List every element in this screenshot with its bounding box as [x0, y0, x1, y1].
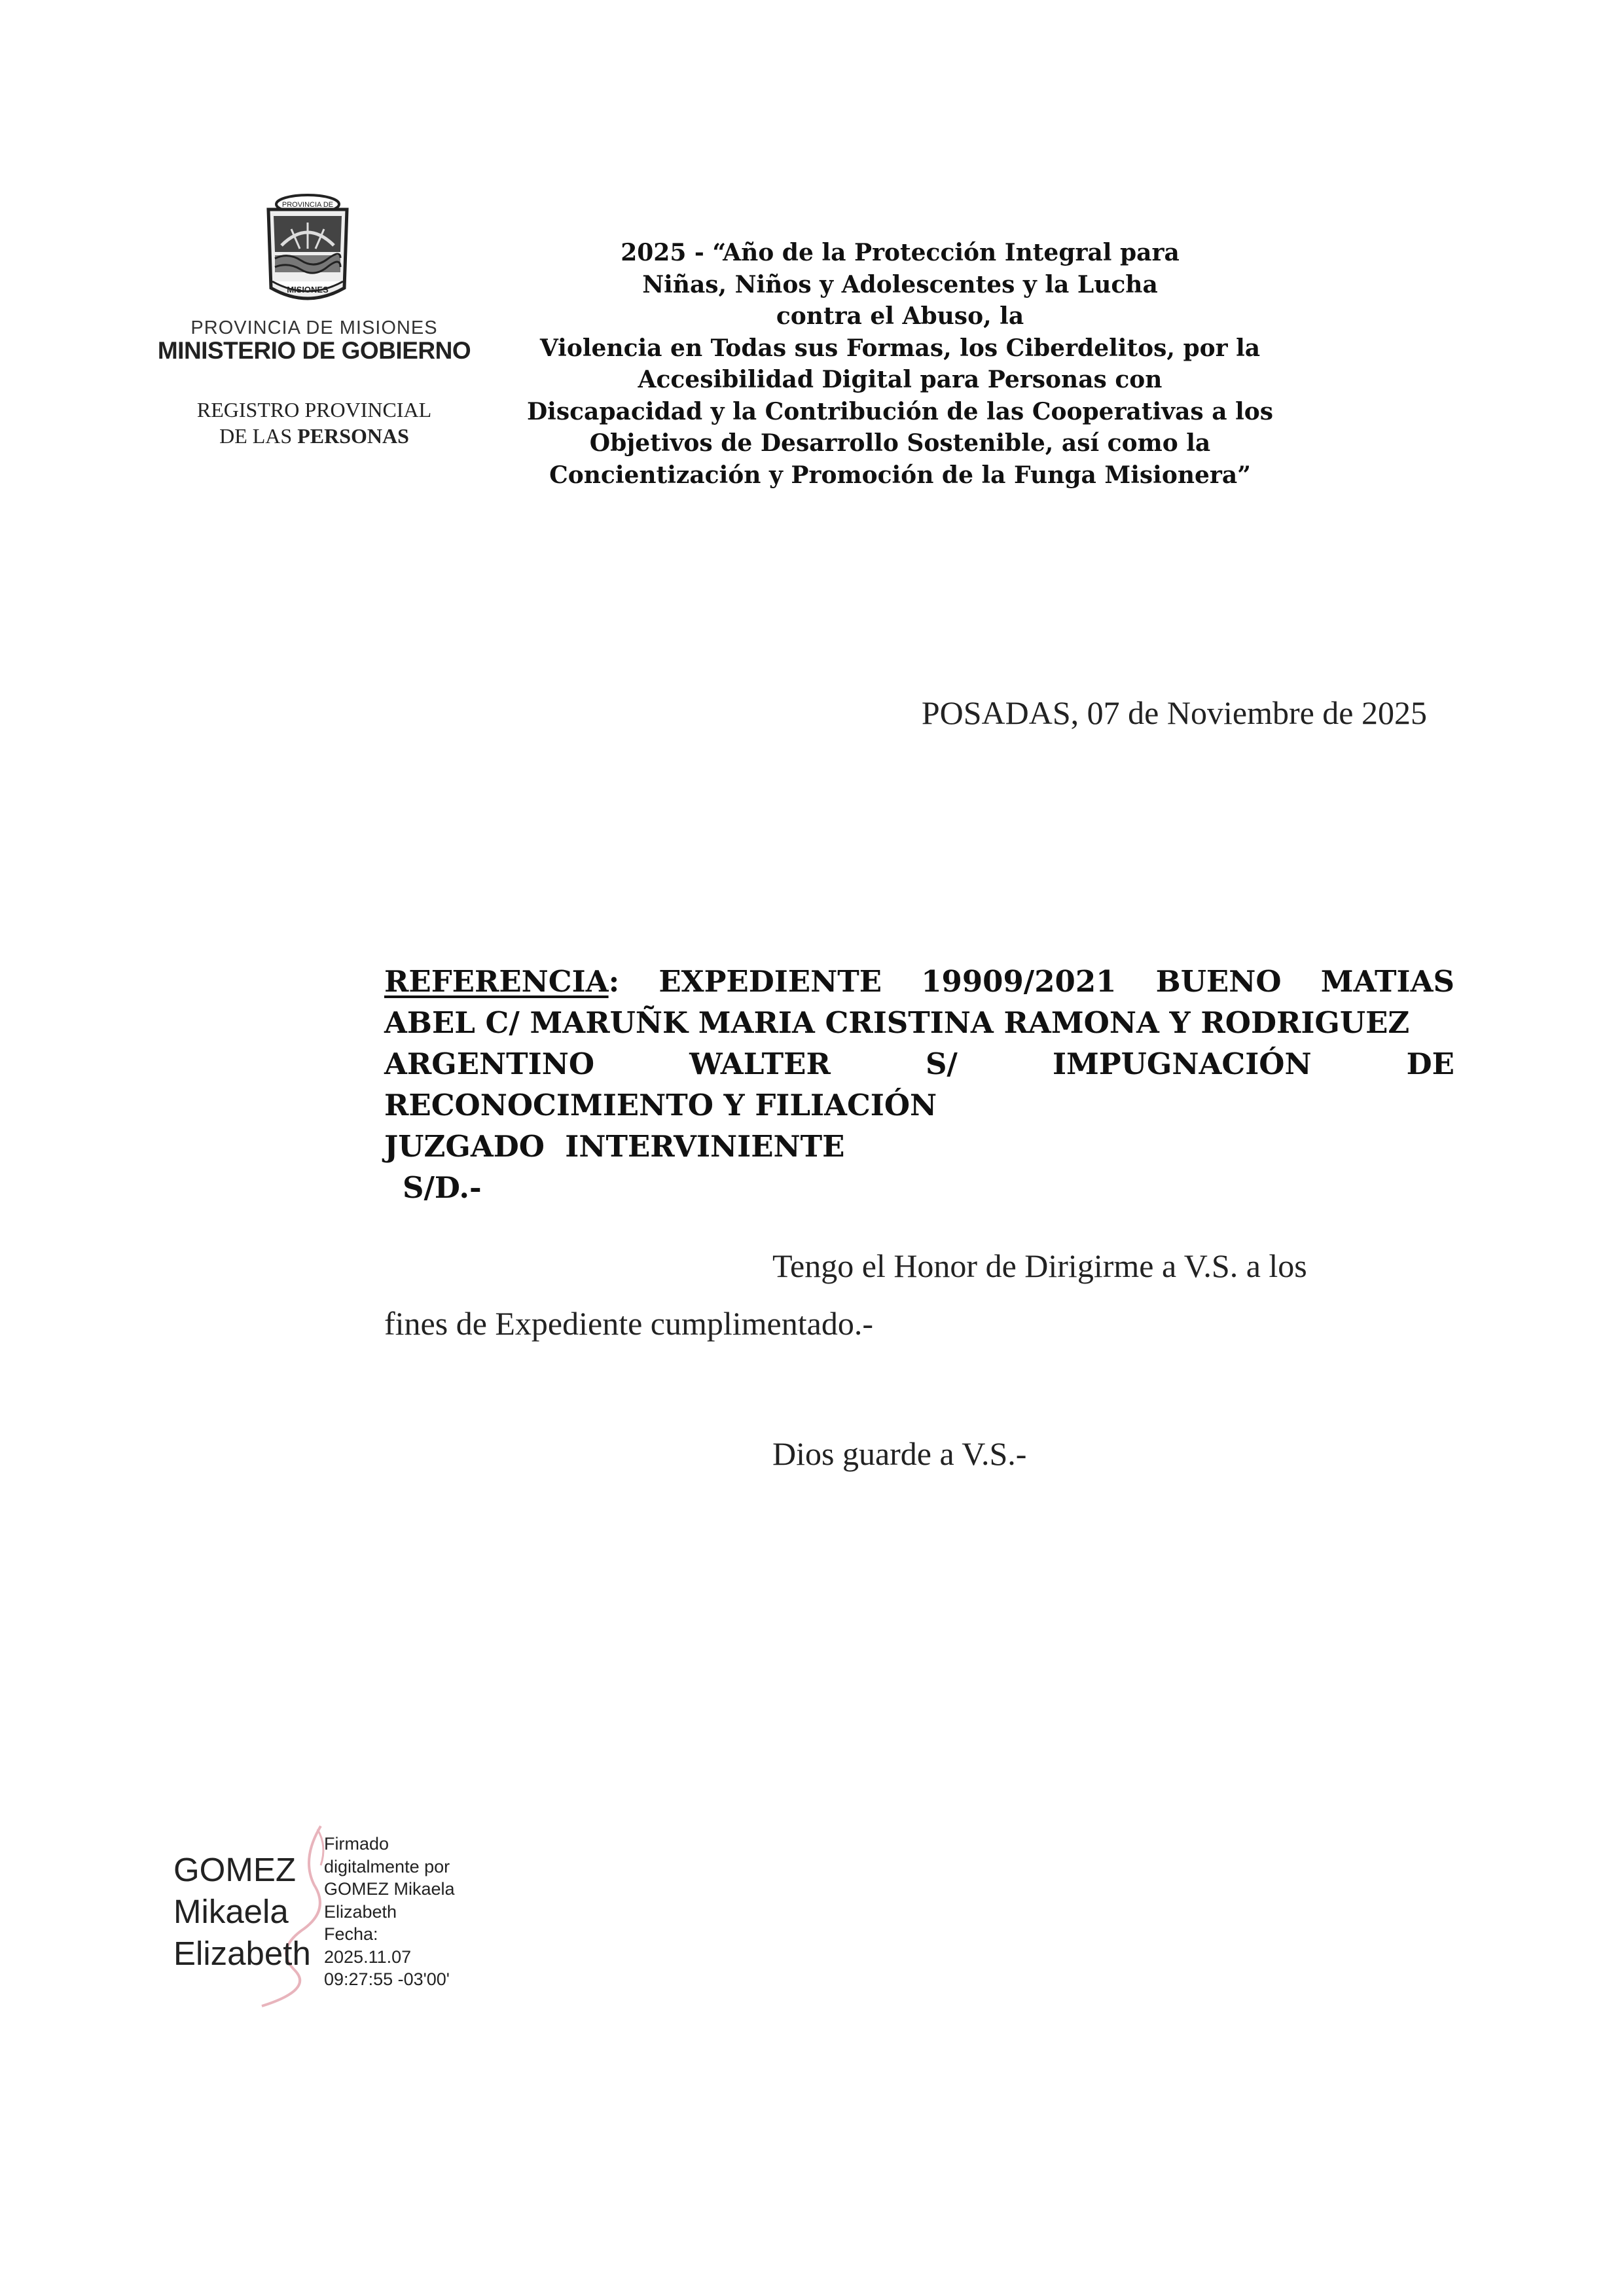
- reference-line-4: RECONOCIMIENTO Y FILIACIÓN: [384, 1088, 937, 1122]
- closing-line: Dios guarde a V.S.-: [772, 1435, 1027, 1472]
- crest-label-bottom: MISIONES: [287, 285, 329, 295]
- signer-name: [173, 1849, 311, 1975]
- reference-word: ARGENTINO: [384, 1047, 595, 1081]
- registry-bold: PERSONAS: [297, 424, 409, 448]
- registry-prefix: DE LAS: [219, 424, 293, 448]
- motto-line: Concientización y Promoción de la Funga Misionera”: [549, 461, 1251, 489]
- body-paragraph-line2: fines de Expediente cumplimentado.-: [384, 1305, 873, 1342]
- reference-word: BUENO: [1155, 964, 1282, 999]
- reference-word: DE: [1406, 1047, 1454, 1081]
- signature-details: [324, 1833, 455, 1991]
- body-paragraph-line1: Tengo el Honor de Dirigirme a V.S. a los: [772, 1247, 1307, 1284]
- registry-name-line2: [164, 424, 465, 448]
- motto-line: Discapacidad y la Contribución de las Cooperativas a los: [526, 397, 1274, 425]
- motto-line: Niñas, Niños y Adolescentes y la Lucha: [642, 270, 1158, 298]
- reference-line-2: ABEL C/ MARUÑK MARIA CRISTINA RAMONA Y RODRIGUEZ: [384, 1005, 1410, 1040]
- reference-colon: :: [608, 964, 620, 999]
- reference-word: IMPUGNACIÓN: [1052, 1047, 1312, 1081]
- signature-detail-line: 09:27:55 -03'00': [324, 1969, 450, 1989]
- reference-word: EXPEDIENTE: [659, 964, 882, 999]
- signer-name-line: Elizabeth: [173, 1935, 311, 1972]
- signature-detail-line: digitalmente por: [324, 1856, 450, 1876]
- province-crest-logo: [249, 190, 367, 308]
- province-name: PROVINCIA DE MISIONES: [190, 317, 438, 338]
- signature-detail-line: GOMEZ Mikaela: [324, 1879, 455, 1899]
- ministry-name: MINISTERIO DE GOBIERNO: [157, 337, 471, 364]
- registry-name-line1: REGISTRO PROVINCIAL: [196, 398, 432, 422]
- motto-line: Objetivos de Desarrollo Sostenible, así como la: [589, 429, 1211, 457]
- signature-detail-line: Firmado: [324, 1834, 389, 1854]
- crest-label-top: PROVINCIA DE: [281, 201, 334, 209]
- motto-line: Accesibilidad Digital para Personas con: [638, 366, 1163, 393]
- motto-line: contra el Abuso, la: [776, 302, 1024, 330]
- motto-line: 2025 - “Año de la Protección Integral para: [621, 239, 1180, 266]
- signature-detail-line: 2025.11.07: [324, 1946, 412, 1967]
- signature-detail-line: Elizabeth: [324, 1901, 397, 1922]
- signer-name-line: Mikaela: [173, 1893, 289, 1930]
- reference-label-group: [384, 961, 619, 1002]
- reference-word: S/: [925, 1047, 958, 1081]
- reference-line-1: [384, 961, 1454, 1002]
- sd-line: S/D.-: [403, 1170, 482, 1205]
- court-line: JUZGADO INTERVINIENTE: [384, 1129, 845, 1164]
- reference-block: [384, 961, 1454, 1208]
- reference-word: 19909/2021: [921, 964, 1117, 999]
- place-and-date: POSADAS, 07 de Noviembre de 2025: [921, 694, 1427, 731]
- reference-word: MATIAS: [1320, 964, 1454, 999]
- year-motto: [484, 237, 1316, 491]
- reference-label: REFERENCIA: [384, 964, 609, 999]
- reference-line-3: [384, 1043, 1454, 1085]
- signature-detail-line: Fecha:: [324, 1924, 378, 1944]
- reference-word: WALTER: [689, 1047, 831, 1081]
- signer-name-line: GOMEZ: [173, 1851, 296, 1888]
- motto-line: Violencia en Todas sus Formas, los Ciberdelitos, por la: [539, 334, 1261, 362]
